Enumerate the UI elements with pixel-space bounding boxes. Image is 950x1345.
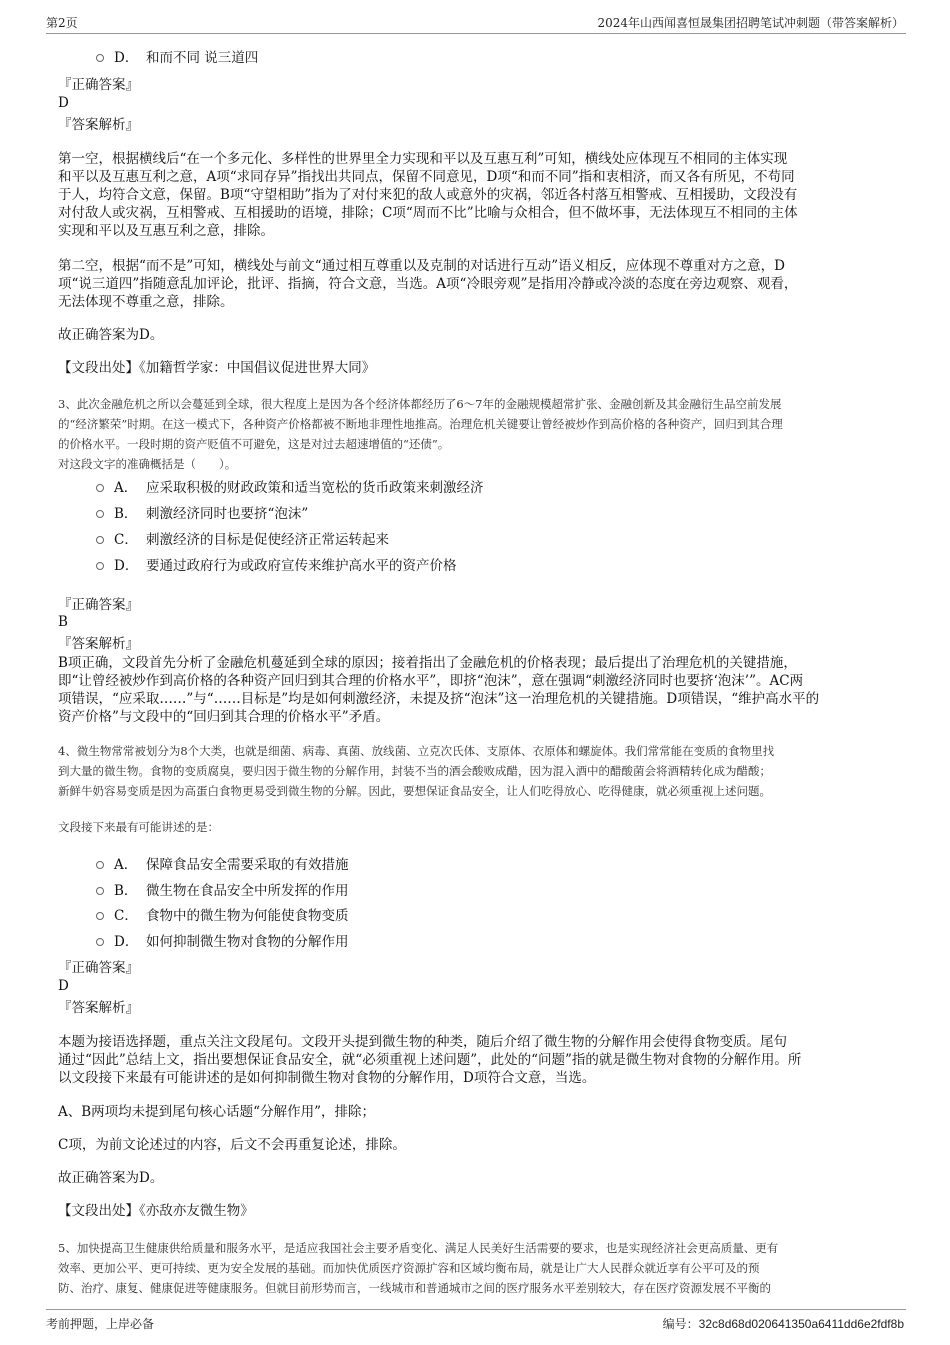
question-stem: 3、此次金融危机之所以会蔓延到全球，很大程度上是因为各个经济体都经历了6～7年的金融规模超常扩张、金融创新及其金融衍生品空前发展 的“经济繁荣”时期。在这一模式下，各种资产价格都被不断地非理性地推高。治理危机关键要让曾经被炒作到高价格的各种资产，回归到其合理 的价格水平。一段时期的资产贬值不可避免，这是对过去超速增值的“还债”。 对这段文字的准确概括是（ ）。 — [58, 397, 783, 471]
question-stem: 5、加快提高卫生健康供给质量和服务水平，是适应我国社会主要矛盾变化、满足人民美好生活需要的要求，也是实现经济社会更高质量、更有 效率、更加公平、更可持续、更为安全发展的基础。而加快优质医疗资源扩容和区域均衡布局，就是让广大人民群众就近享有公平可及的预 防、治疗、康复、健康促进等健康服务。但就目前形势而言，一线城市和普通城市之间的医疗服务水平差别较大，存在医疗资源发展不平衡的 — [58, 1241, 779, 1295]
radio-icon[interactable] — [96, 861, 104, 869]
page-number: 第2页 — [46, 16, 78, 30]
analysis-label: 『答案解析』 — [58, 1000, 139, 1016]
radio-icon[interactable] — [96, 510, 104, 518]
analysis-label: 『答案解析』 — [58, 636, 139, 652]
footer-slogan: 考前押题，上岸必备 — [46, 1317, 155, 1331]
question-prompt: 文段接下来最有可能讲述的是： — [58, 820, 219, 834]
question-stem: 4、微生物常常被划分为8个大类，也就是细菌、病毒、真菌、放线菌、立克次氏体、支原体、衣原体和螺旋体。我们常常能在变质的食物里找 到大量的微生物。食物的变质腐臭，要归因于微生物的分解作用，封装不当的酒会酸败成醋，因为混入酒中的醋酸菌会将酒精转化成为醋酸； 新鲜牛奶容易变质是因为高蛋白食物更易受到微生物的分解。因此，要想保证食品安全，让人们吃得放心、吃得健康，就必须重视上述问题。 — [58, 744, 775, 798]
conclusion: 故正确答案为D。 — [58, 1170, 164, 1186]
answer-value: D — [58, 95, 69, 111]
radio-icon[interactable] — [96, 938, 104, 946]
radio-icon[interactable] — [96, 562, 104, 570]
header-divider — [46, 33, 906, 34]
answer-label: 『正确答案』 — [58, 960, 139, 976]
q3-option-d[interactable]: D． 要通过政府行为或政府宣传来维护高水平的资产价格 — [96, 554, 457, 574]
q4-option-b[interactable]: B． 微生物在食品安全中所发挥的作用 — [96, 879, 349, 899]
radio-icon[interactable] — [96, 54, 104, 62]
q2-option-d[interactable]: D． 和而不同 说三道四 — [96, 46, 258, 66]
footer-divider — [46, 1309, 906, 1310]
analysis-paragraph: 第二空，根据“而不是”可知，横线处与前文“通过相互尊重以及克制的对话进行互动”语义相反，应体现不尊重对方之意，D 项“说三道四”指随意乱加评论，批评、指摘，符合文意，当选。A项“冷眼旁观”是指用冷静或冷淡的态度在旁边观察、观看， 无法体现不尊重之意，排除。 — [58, 258, 798, 310]
q4-option-a[interactable]: A． 保障食品安全需要采取的有效措施 — [96, 853, 349, 873]
answer-label: 『正确答案』 — [58, 77, 139, 93]
document-title: 2024年山西闻喜恒晟集团招聘笔试冲刺题（带答案解析） — [597, 16, 904, 30]
analysis-note: A、B两项均未提到尾句核心话题“分解作用”，排除； — [58, 1104, 375, 1120]
answer-value: D — [58, 978, 69, 994]
q3-option-a[interactable]: A． 应采取积极的财政政策和适当宽松的货币政策来刺激经济 — [96, 476, 484, 496]
radio-icon[interactable] — [96, 912, 104, 920]
radio-icon[interactable] — [96, 536, 104, 544]
answer-label: 『正确答案』 — [58, 597, 139, 613]
analysis-paragraph: B项正确，文段首先分析了金融危机蔓延到全球的原因；接着指出了金融危机的价格表现；最后提出了治理危机的关键措施， 即“让曾经被炒作到高价格的各种资产回归到其合理的价格水平”，即挤“泡沫”，意在强调“刺激经济同时也要挤‘泡沫’”。AC两 项错误，“应采取……”与“……目标是”均是如何刺激经济，未提及挤“泡沫”这一治理危机的关键措施。D项错误，“维护高水平的 资产价格”与文段中的“回归到其合理的价格水平”矛盾。 — [58, 655, 820, 725]
analysis-paragraph: 本题为接语选择题，重点关注文段尾句。文段开头提到微生物的种类，随后介绍了微生物的分解作用会使得食物变质。尾句 通过“因此”总结上文，指出要想保证食品安全，就“必须重视上述问题”，此处的“问题”指的就是微生物对食物的分解作用。所 以文段接下来最有可能讲述的是如何抑制微生物对食物的分解作用，D项符合文意，当选。 — [58, 1034, 802, 1086]
q3-option-b[interactable]: B． 刺激经济同时也要挤“泡沫” — [96, 502, 308, 522]
analysis-note: C项，为前文论述过的内容，后文不会再重复论述，排除。 — [58, 1137, 406, 1153]
source-citation: 【文段出处】《亦敌亦友微生物》 — [58, 1203, 254, 1219]
conclusion: 故正确答案为D。 — [58, 327, 164, 343]
document-code: 编号：32c8d68d020641350a6411dd6e2fdf8b — [662, 1317, 904, 1331]
analysis-paragraph: 第一空，根据横线后“在一个多元化、多样性的世界里全力实现和平以及互惠互利”可知，横线处应体现互不相同的主体实现 和平以及互惠互利之意，A项“求同存异”指找出共同点，保留不同意见，D项“和而不同”指和衷相济，而又各有所见，不苟同 于人，均符合文意，保留。B项“守望相助”指为了对付来犯的敌人或意外的灾祸，邻近各村落互相警戒、互相援助，文段没有 对付敌人或灾祸，互相警戒、互相援助的语境，排除；C项“周而不比”比喻与众相合，但不做坏事，无法体现互不相同的主体 实现和平以及互惠互利之意，排除。 — [58, 151, 798, 239]
analysis-label: 『答案解析』 — [58, 117, 139, 133]
q4-option-c[interactable]: C． 食物中的微生物为何能使食物变质 — [96, 904, 349, 924]
radio-icon[interactable] — [96, 484, 104, 492]
q3-option-c[interactable]: C． 刺激经济的目标是促使经济正常运转起来 — [96, 528, 389, 548]
answer-value: B — [58, 614, 68, 630]
radio-icon[interactable] — [96, 887, 104, 895]
source-citation: 【文段出处】《加籍哲学家：中国倡议促进世界大同》 — [58, 360, 376, 376]
q4-option-d[interactable]: D． 如何抑制微生物对食物的分解作用 — [96, 930, 349, 950]
